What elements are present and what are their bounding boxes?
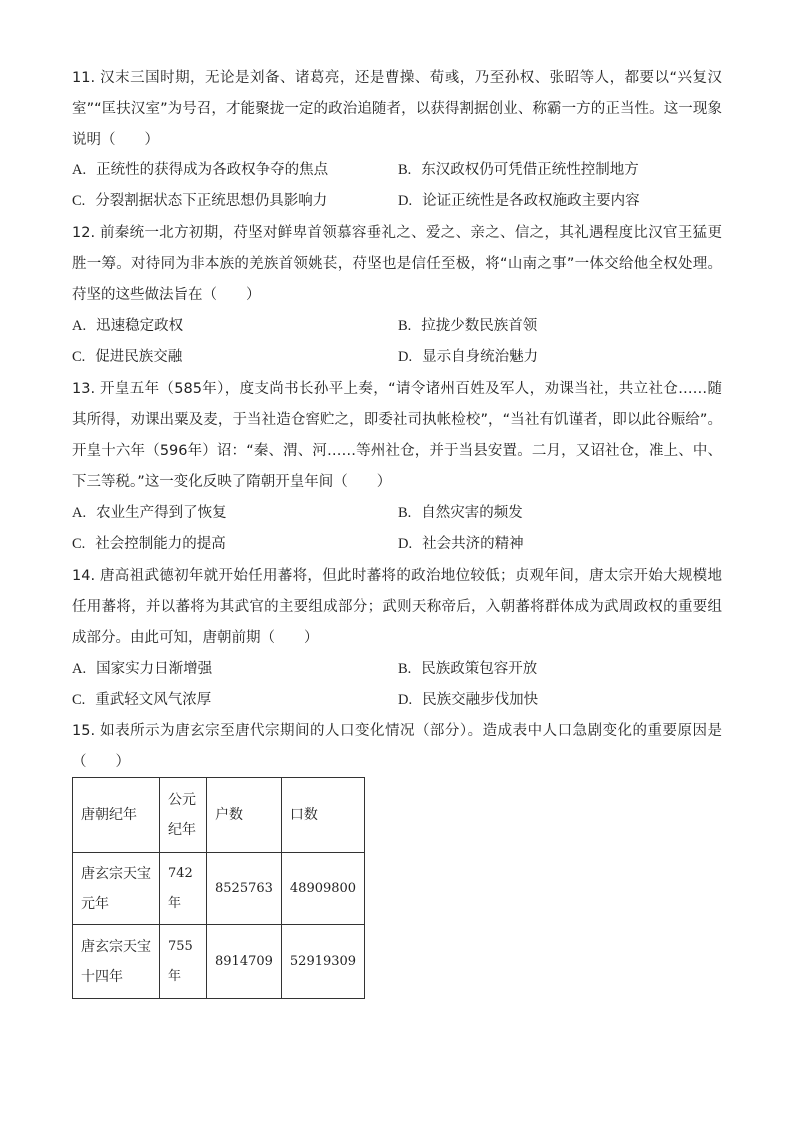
option-c: C. 促进民族交融 <box>72 349 183 365</box>
option-b: B. 东汉政权仍可凭借正统性控制地方 <box>398 162 639 178</box>
table-row <box>73 853 365 925</box>
option-c: C. 社会控制能力的提高 <box>72 536 226 552</box>
option-d: D. 社会共济的精神 <box>398 536 524 552</box>
option-c: C. 分裂割据状态下正统思想仍具影响力 <box>72 193 328 209</box>
option-b: B. 自然灾害的频发 <box>398 505 523 521</box>
table-header-row <box>73 778 365 853</box>
table-cell: 742年 <box>160 853 207 925</box>
question-11-stem: 11. 汉末三国时期，无论是刘备、诸葛亮，还是曹操、荀彧，乃至孙权、张昭等人，都要以“兴复汉室”“匡扶汉室”为号召，才能聚拢一定的政治追随者，以获得割据创业、称霸一方的正当性。这一现象说明（ ） <box>72 70 722 148</box>
question-14-options <box>72 654 722 716</box>
option-c: C. 重武轻文风气浓厚 <box>72 692 212 708</box>
question-14-stem: 14. 唐高祖武德初年就开始任用蕃将，但此时蕃将的政治地位较低；贞观年间，唐太宗开始大规模地任用蕃将，并以蕃将为其武官的主要组成部分；武则天称帝后，入朝蕃将群体成为武周政权的重要组成部分。由此可知，唐朝前期（ ） <box>72 568 722 646</box>
table-cell: 8525763 <box>207 853 282 925</box>
question-12-options <box>72 311 722 373</box>
option-a: A. 国家实力日渐增强 <box>72 661 213 677</box>
question-15-stem: 15. 如表所示为唐玄宗至唐代宗期间的人口变化情况（部分）。造成表中人口急剧变化的重要原因是（ ） <box>72 723 722 770</box>
table-row <box>73 925 365 999</box>
option-a: A. 迅速稳定政权 <box>72 318 184 334</box>
table-cell: 48909800 <box>281 853 364 925</box>
question-13-options <box>72 498 722 560</box>
table-cell: 755年 <box>160 925 207 999</box>
table-cell: 唐玄宗天宝元年 <box>73 853 160 925</box>
question-12-stem: 12. 前秦统一北方初期，苻坚对鲜卑首领慕容垂礼之、爱之、亲之、信之，其礼遇程度比汉官王猛更胜一筹。对待同为非本族的羌族首领姚苌，苻坚也是信任至极，将“山南之事”一体交给他全权处理。苻坚的这些做法旨在（ ） <box>72 225 722 303</box>
table-cell: 唐玄宗天宝十四年 <box>73 925 160 999</box>
table-header-cell: 公元纪年 <box>160 778 207 853</box>
table-cell: 8914709 <box>207 925 282 999</box>
option-d: D. 论证正统性是各政权施政主要内容 <box>398 193 640 209</box>
table-header-cell: 唐朝纪年 <box>73 778 160 853</box>
option-d: D. 民族交融步伐加快 <box>398 692 539 708</box>
option-b: B. 民族政策包容开放 <box>398 661 538 677</box>
option-a: A. 正统性的获得成为各政权争夺的焦点 <box>72 162 329 178</box>
table-header-cell: 户数 <box>207 778 282 853</box>
table-header-cell: 口数 <box>281 778 364 853</box>
option-a: A. 农业生产得到了恢复 <box>72 505 227 521</box>
question-13-stem: 13. 开皇五年（585年），度支尚书长孙平上奏，“请令诸州百姓及军人，劝课当社，共立社仓……随其所得，劝课出粟及麦，于当社造仓窖贮之，即委社司执帐检校”，“当社有饥谨者，即以此谷赈给”。开皇十六年（596年）诏：“秦、渭、河……等州社仓，并于当县安置。二月，又诏社仓，准上、中、下三等税。”这一变化反映了隋朝开皇年间（ ） <box>72 381 722 490</box>
option-d: D. 显示自身统治魅力 <box>398 349 539 365</box>
question-11-options <box>72 155 722 217</box>
population-table <box>72 777 365 999</box>
option-b: B. 拉拢少数民族首领 <box>398 318 538 334</box>
table-cell: 52919309 <box>281 925 364 999</box>
